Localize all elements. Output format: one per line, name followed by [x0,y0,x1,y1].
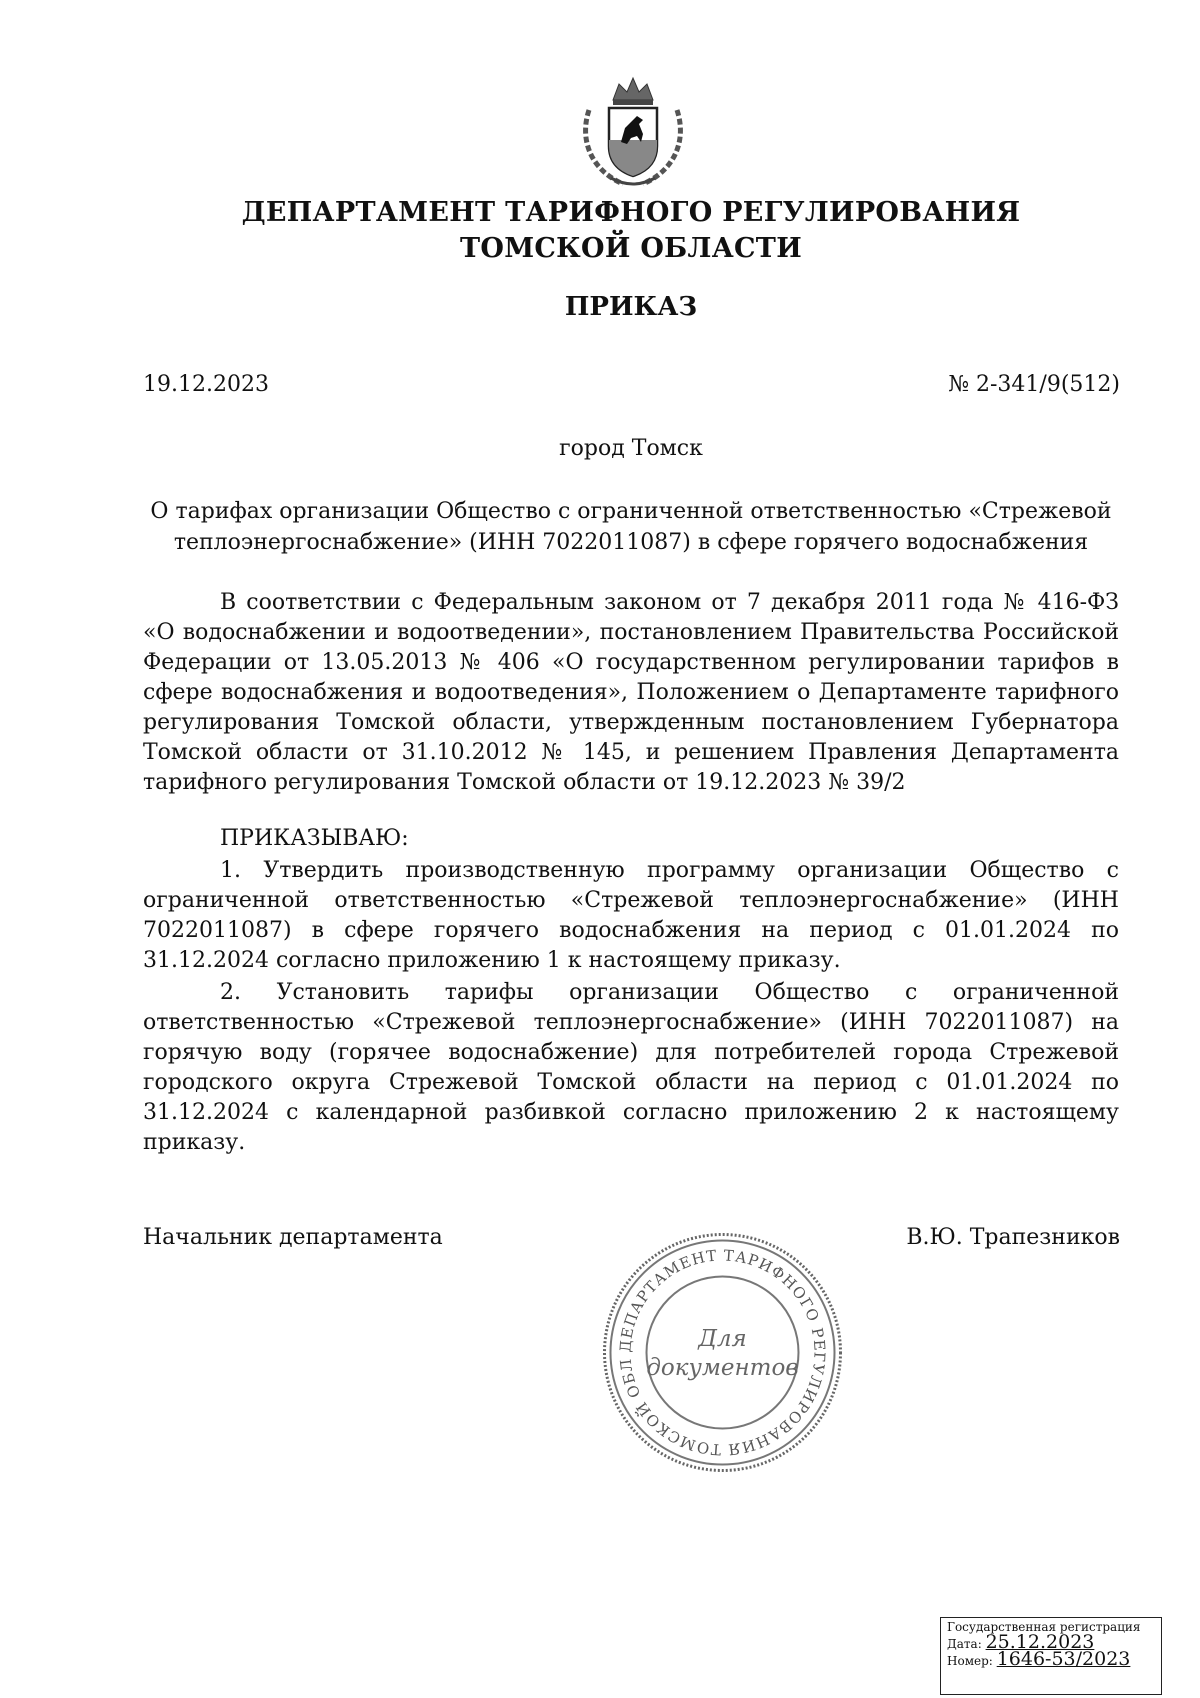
registration-number-label: Номер: [947,1654,993,1668]
seal-ring-text: ДЕПАРТАМЕНТ ТАРИФНОГО РЕГУЛИРОВАНИЯ ТОМСКОЙ ОБЛ [616,1246,829,1459]
order-title: ПРИКАЗ [564,292,698,322]
official-seal [600,1230,845,1475]
seal-center-line2: документов [646,1355,799,1381]
seal-stamp-icon [600,1230,845,1475]
decree-item-2: 2. Установить тарифы организации Общество с ограниченной ответственностью «Стрежевой теплоэнергоснабжение» (ИНН 7022011087) на горячую воду (горячее водоснабжение) для потребителей города Стрежевой городского округа Стрежевой Томской области на период с 01.01.2024 по 31.12.2024 с календарной разбивкой согласно приложению 2 к настоящему приказу. [143,980,1119,1155]
decree-word: ПРИКАЗЫВАЮ: [220,826,409,851]
decree-item-1: 1. Утвердить производственную программу организации Общество с ограниченной ответственностью «Стрежевой теплоэнергоснабжение» (ИНН 7022011087) в сфере горячего водоснабжения на период с 01.01.2024 по 31.12.2024 согласно приложению 1 к настоящему приказу. [143,858,1119,973]
seal-center-line1: Для [698,1326,747,1352]
tomsk-region-coat-of-arms-icon [571,70,695,194]
registration-date-value: 25.12.2023 [985,1631,1095,1653]
registration-number-value: 1646-53/2023 [996,1648,1131,1670]
order-city: город Томск [559,436,703,461]
registration-box [940,1617,1162,1695]
order-number: № 2-341/9(512) [948,372,1120,397]
order-subject: О тарифах организации Общество с ограниченной ответственностью «Стрежевой теплоэнергоснабжение» (ИНН 7022011087) в сфере горячего водоснабжения [150,499,1112,555]
order-date: 19.12.2023 [143,372,269,397]
signer-name: В.Ю. Трапезников [906,1225,1120,1250]
signer-position: Начальник департамента [143,1225,443,1250]
coat-of-arms-emblem [571,70,695,194]
department-name-line1: ДЕПАРТАМЕНТ ТАРИФНОГО РЕГУЛИРОВАНИЯ [241,197,1021,228]
preamble-paragraph: В соответствии с Федеральным законом от 7 декабря 2011 года № 416-ФЗ «О водоснабжении и водоотведении», постановлением Правительства Российской Федерации от 13.05.2013 № 406 «О государственном регулировании тарифов в сфере водоснабжения и водоотведения», Положением о Департаменте тарифного регулирования Томской области, утвержденным постановлением Губернатора Томской области от 31.10.2012 № 145, и решением Правления Департамента тарифного регулирования Томской области от 19.12.2023 № 39/2 [143,590,1119,795]
department-name-line2: ТОМСКОЙ ОБЛАСТИ [459,233,803,264]
registration-heading: Государственная регистрация [947,1620,1141,1634]
registration-date-label: Дата: [947,1637,982,1651]
